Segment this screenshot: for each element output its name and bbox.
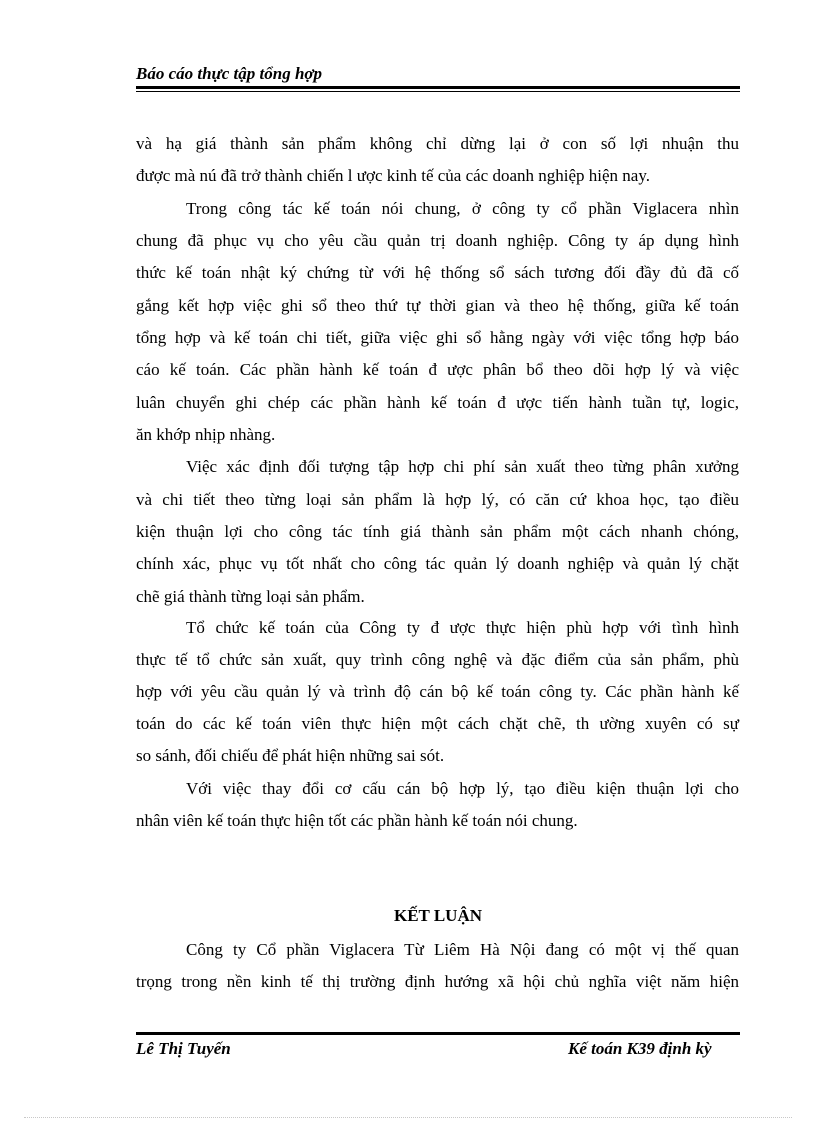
paragraph-line: và chi tiết theo từng loại sản phẩm là hợp lý, có căn cứ khoa học, tạo điều [136, 490, 739, 509]
paragraph-line: nhân viên kế toán thực hiện tốt các phần hành kế toán nói chung. [136, 811, 578, 830]
footer-class: Kế toán K39 định kỳ [568, 1039, 712, 1058]
paragraph-line: toán do các kế toán viên thực hiện một cách chặt chẽ, th ường xuyên có sự [136, 714, 739, 733]
paragraph-line: gắng kết hợp việc ghi sổ theo thứ tự thời gian và theo hệ thống, giữa kế toán [136, 296, 739, 315]
paragraph-line: chung đã phục vụ cho yêu cầu quản trị doanh nghiệp. Công ty áp dụng hình [136, 231, 739, 250]
footer-author: Lê Thị Tuyến [136, 1039, 231, 1058]
paragraph-line: được mà nú đã trở thành chiến l ược kinh tế của các doanh nghiệp hiện nay. [136, 166, 650, 185]
paragraph-line: ăn khớp nhịp nhàng. [136, 425, 276, 444]
paragraph-line: thức kế toán nhật ký chứng từ với hệ thống sổ sách tương đối đầy đủ đã cố [136, 263, 739, 282]
paragraph-line: chính xác, phục vụ tốt nhất cho công tác quản lý doanh nghiệp và quản lý chặt [136, 554, 739, 573]
paragraph-line: so sánh, đối chiếu để phát hiện những sai sót. [136, 746, 445, 765]
footer-rule [136, 1032, 740, 1035]
paragraph-line: cáo kế toán. Các phần hành kế toán đ ược phân bổ theo dõi hợp lý và việc [136, 360, 739, 379]
page-bottom-dotted-border [24, 1117, 792, 1118]
paragraph-line: luân chuyển ghi chép các phần hành kế toán đ ược tiến hành tuần tự, logic, [136, 393, 739, 412]
header-rule-thick [136, 86, 740, 89]
paragraph-line: Việc xác định đối tượng tập hợp chi phí sản xuất theo từng phân xưởng [186, 457, 739, 476]
paragraph-line: tổng hợp và kế toán chi tiết, giữa việc ghi sổ hằng ngày với việc tổng hợp báo [136, 328, 739, 347]
paragraph-line: trọng trong nền kinh tế thị trường định hướng xã hội chủ nghĩa việt năm hiện [136, 972, 739, 991]
paragraph-line: thực tế tổ chức sản xuất, quy trình công nghệ và đặc điểm của sản phẩm, phù [136, 650, 739, 669]
paragraph-line: hợp với yêu cầu quản lý và trình độ cán bộ kế toán công ty. Các phần hành kế [136, 682, 739, 701]
paragraph-line: Tổ chức kế toán của Công ty đ ược thực hiện phù hợp với tình hình [186, 618, 739, 637]
page-header-title: Báo cáo thực tập tổng hợp [136, 64, 323, 83]
paragraph-line: Công ty Cổ phần Viglacera Từ Liêm Hà Nội đang có một vị thế quan [186, 940, 739, 959]
paragraph-line: Với việc thay đổi cơ cấu cán bộ hợp lý, tạo điều kiện thuận lợi cho [186, 779, 739, 798]
paragraph-line: Trong công tác kế toán nói chung, ở công ty cổ phần Viglacera nhìn [186, 199, 739, 218]
section-heading: KẾT LUẬN [393, 906, 482, 925]
paragraph-line: chẽ giá thành từng loại sản phẩm. [136, 587, 365, 606]
paragraph-line: kiện thuận lợi cho công tác tính giá thành sản phẩm một cách nhanh chóng, [136, 522, 739, 541]
paragraph-line: và hạ giá thành sản phẩm không chỉ dừng lại ở con số lợi nhuận thu [136, 134, 739, 153]
header-rule-thin [136, 91, 740, 92]
